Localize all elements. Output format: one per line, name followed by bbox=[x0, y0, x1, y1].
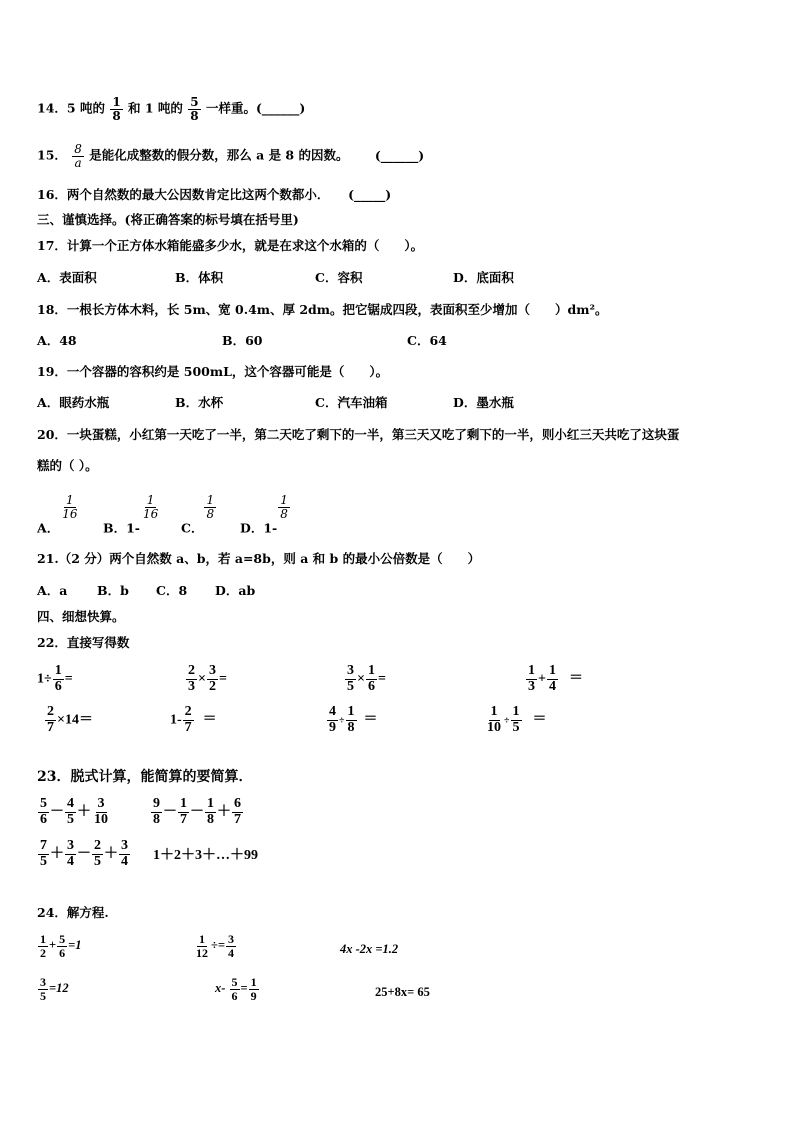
question-20-line-1: 20．一块蛋糕，小红第一天吃了一半，第二天吃了剩下的一半，第三天又吃了剩下的一半，则小红三天共吃了这块蛋 bbox=[37, 427, 680, 442]
q24-2-post: = bbox=[217, 937, 225, 952]
q24-5-a-num: 5 bbox=[231, 975, 238, 989]
q17-option-a: A．表面积 bbox=[37, 270, 97, 285]
q23-3-d-den: 4 bbox=[121, 853, 128, 869]
q20-d-den: 8 bbox=[280, 506, 288, 521]
q23-3-c-num: 2 bbox=[94, 838, 101, 853]
question-20-line-2: 糕的（ ）。 bbox=[37, 458, 98, 473]
q22-8-op: ÷ bbox=[504, 715, 510, 727]
q23-3-a-num: 7 bbox=[40, 838, 47, 853]
q20-b-pre: 1- bbox=[126, 520, 140, 536]
q24-1-op: + bbox=[49, 937, 57, 952]
q22-2-den-a: 3 bbox=[188, 678, 195, 694]
q23-3-op2: － bbox=[77, 846, 91, 862]
q22-7-num-b: 1 bbox=[347, 704, 355, 719]
q23-3-frac-d bbox=[119, 839, 130, 869]
q24-equation-1 bbox=[37, 933, 82, 959]
q22-2-frac-b bbox=[207, 664, 218, 694]
q23-expression-2 bbox=[150, 797, 244, 827]
q24-1-b-num: 5 bbox=[59, 932, 66, 946]
q14-text-b: 和 1 吨的 bbox=[128, 100, 183, 116]
q22-item-3 bbox=[344, 664, 386, 694]
q23-3-b-den: 4 bbox=[67, 853, 74, 869]
q15-num: 8 bbox=[74, 142, 82, 156]
question-23: 23．脱式计算，能简算的要简算． bbox=[37, 769, 253, 785]
q23-2-op2: － bbox=[190, 804, 204, 820]
q22-3-den-a: 5 bbox=[347, 678, 354, 694]
q23-1-frac-c bbox=[92, 797, 110, 827]
q22-4-num-a: 1 bbox=[528, 663, 535, 678]
q20-a-frac bbox=[60, 494, 79, 520]
q22-5-den: 7 bbox=[47, 719, 54, 735]
q22-6-post: ＝ bbox=[202, 712, 217, 728]
q20-option-a bbox=[37, 494, 80, 535]
q23-1-a-num: 5 bbox=[40, 796, 47, 811]
q22-8-den-a: 10 bbox=[487, 719, 501, 735]
q20-option-d bbox=[240, 494, 291, 535]
q22-1-num: 1 bbox=[54, 663, 62, 678]
q22-8-post: ＝ bbox=[532, 712, 547, 728]
q23-1-op2: ＋ bbox=[77, 804, 91, 820]
q22-2-post: = bbox=[218, 671, 227, 687]
q22-1-den: 6 bbox=[54, 678, 62, 694]
q23-expression-1 bbox=[37, 797, 111, 827]
q24-2-op: ÷ bbox=[211, 937, 218, 952]
q22-5-op: ×14＝ bbox=[57, 712, 93, 728]
q23-2-d-num: 6 bbox=[234, 796, 241, 811]
q22-2-den-b: 2 bbox=[208, 678, 216, 694]
q23-expression-4: 1＋2＋3＋…＋99 bbox=[153, 848, 258, 863]
q20-b-label: B． bbox=[103, 520, 127, 536]
q24-equation-5 bbox=[215, 976, 260, 1002]
q21-option-d: D．ab bbox=[215, 583, 256, 598]
q22-7-den-b: 8 bbox=[347, 719, 355, 735]
q23-3-frac-b bbox=[65, 839, 76, 869]
q22-4-post: ＝ bbox=[568, 671, 583, 687]
q22-item-1 bbox=[37, 664, 73, 694]
q18-option-b: B．60 bbox=[222, 333, 263, 348]
q22-7-num-a: 4 bbox=[329, 704, 336, 719]
q22-3-op: × bbox=[357, 671, 365, 687]
q15-prefix: 15． bbox=[37, 147, 67, 163]
q21-option-b: B．b bbox=[97, 583, 129, 598]
q22-5-num: 2 bbox=[47, 704, 54, 719]
q23-2-frac-b bbox=[178, 797, 189, 827]
q14-f2-den: 8 bbox=[190, 108, 199, 123]
q15-text: 是能化成整数的假分数，那么 a 是 8 的因数。 bbox=[89, 147, 349, 163]
q24-5-b-den: 9 bbox=[250, 988, 257, 1003]
q20-c-frac bbox=[204, 494, 216, 520]
q23-2-frac-c bbox=[205, 797, 216, 827]
q24-5-op: = bbox=[240, 980, 248, 995]
q22-4-den-a: 3 bbox=[528, 678, 535, 694]
q20-d-pre: 1- bbox=[263, 520, 278, 536]
q22-3-num-b: 1 bbox=[367, 663, 375, 678]
q15-blank: (______) bbox=[374, 147, 425, 163]
q22-8-num-a: 1 bbox=[490, 704, 498, 719]
q22-8-frac-b bbox=[511, 705, 522, 735]
q22-4-frac-a bbox=[526, 664, 537, 694]
q24-1-b-den: 6 bbox=[59, 945, 66, 960]
q23-1-op1: － bbox=[50, 804, 64, 820]
q23-1-b-num: 4 bbox=[67, 796, 74, 811]
q20-c-num: 1 bbox=[206, 493, 215, 507]
q24-5-a-den: 6 bbox=[231, 988, 238, 1003]
q23-2-c-den: 8 bbox=[207, 811, 214, 827]
q23-2-b-num: 1 bbox=[180, 796, 187, 811]
q22-6-frac bbox=[183, 705, 194, 735]
q19-option-d: D．墨水瓶 bbox=[453, 395, 514, 410]
q22-1-frac bbox=[53, 664, 64, 694]
q22-7-op: ÷ bbox=[339, 715, 345, 727]
q22-7-den-a: 9 bbox=[329, 719, 336, 735]
q22-6-pre: 1- bbox=[170, 712, 182, 728]
q18-option-a: A．48 bbox=[37, 333, 77, 348]
q22-item-6 bbox=[170, 705, 217, 735]
question-21: 21.（2 分）两个自然数 a、b，若 a=8b，则 a 和 b 的最小公倍数是（ ） bbox=[37, 551, 481, 566]
question-18: 18．一根长方体木料，长 5m、宽 0.4m、厚 2dm。把它锯成四段，表面积至少增加（ ）dm²。 bbox=[37, 302, 608, 317]
q23-1-a-den: 6 bbox=[40, 811, 47, 827]
q19-option-a: A．眼药水瓶 bbox=[37, 395, 110, 410]
q22-1-pre: 1÷ bbox=[37, 671, 52, 687]
q23-2-op3: ＋ bbox=[217, 804, 231, 820]
question-14 bbox=[37, 96, 305, 122]
q22-4-num-b: 1 bbox=[548, 663, 556, 678]
q23-2-op1: － bbox=[163, 804, 177, 820]
q23-3-op3: ＋ bbox=[104, 846, 118, 862]
q23-2-b-den: 7 bbox=[180, 811, 187, 827]
q23-3-frac-a bbox=[38, 839, 49, 869]
q22-4-den-b: 4 bbox=[548, 678, 556, 694]
q24-1-a-den: 2 bbox=[40, 945, 46, 960]
q23-2-frac-d bbox=[232, 797, 243, 827]
q20-option-b bbox=[103, 494, 161, 535]
q23-expression-3 bbox=[37, 839, 131, 869]
q22-6-den: 7 bbox=[184, 719, 192, 735]
q22-2-op: × bbox=[198, 671, 206, 687]
q14-text-a: 14．5 吨的 bbox=[37, 100, 105, 116]
q24-2-frac-a bbox=[194, 933, 210, 959]
q23-3-b-num: 3 bbox=[67, 838, 74, 853]
q22-4-op: + bbox=[538, 671, 546, 687]
q24-4-num: 3 bbox=[40, 975, 46, 989]
q22-3-frac-a bbox=[345, 664, 356, 694]
q23-2-a-num: 9 bbox=[153, 796, 160, 811]
q24-equation-4 bbox=[37, 976, 69, 1002]
q22-3-den-b: 6 bbox=[367, 678, 375, 694]
q22-7-frac-a bbox=[327, 705, 338, 735]
q22-2-num-b: 3 bbox=[208, 663, 216, 678]
q22-1-post: = bbox=[64, 671, 73, 687]
q21-option-c: C．8 bbox=[156, 583, 188, 598]
q22-3-num-a: 3 bbox=[347, 663, 354, 678]
q21-option-a: A．a bbox=[37, 583, 68, 598]
q22-3-post: = bbox=[377, 671, 386, 687]
q14-fraction-1 bbox=[110, 96, 122, 122]
q20-b-den: 16 bbox=[142, 506, 159, 521]
q24-equation-6: 25+8x= 65 bbox=[375, 985, 430, 999]
q23-2-frac-a bbox=[151, 797, 162, 827]
q24-5-frac-a bbox=[230, 976, 240, 1002]
q24-5-pre: x- bbox=[215, 980, 229, 995]
q24-1-frac-b bbox=[57, 933, 67, 959]
q20-b-frac bbox=[141, 494, 160, 520]
q24-4-den: 5 bbox=[40, 988, 46, 1003]
q24-5-frac-b bbox=[249, 976, 259, 1002]
q18-option-c: C．64 bbox=[407, 333, 447, 348]
q20-c-den: 8 bbox=[206, 506, 215, 521]
q24-2-a-num: 1 bbox=[199, 932, 205, 946]
q22-8-frac-a bbox=[485, 705, 503, 735]
q22-7-frac-b bbox=[346, 705, 357, 735]
q23-3-a-den: 5 bbox=[40, 853, 47, 869]
q24-2-c-den: 4 bbox=[228, 945, 234, 960]
q20-a-num: 1 bbox=[66, 493, 74, 507]
q23-1-c-den: 10 bbox=[94, 811, 108, 827]
q24-2-a-den: 12 bbox=[196, 945, 208, 960]
q24-4-frac bbox=[38, 976, 48, 1002]
q22-item-7 bbox=[326, 705, 378, 735]
q15-den: a bbox=[74, 155, 82, 170]
q22-item-8 bbox=[484, 705, 547, 735]
question-22: 22．直接写得数 bbox=[37, 635, 130, 650]
q24-2-frac-c bbox=[226, 933, 236, 959]
q20-c-label: C． bbox=[181, 520, 204, 536]
q23-3-d-num: 3 bbox=[121, 838, 128, 853]
q23-3-op1: ＋ bbox=[50, 846, 64, 862]
q23-1-b-den: 5 bbox=[67, 811, 74, 827]
q22-8-num-b: 1 bbox=[512, 704, 520, 719]
q22-3-frac-b bbox=[366, 664, 377, 694]
question-17: 17．计算一个正方体水箱能盛多少水，就是在求这个水箱的（ ）。 bbox=[37, 238, 424, 253]
question-16: 16．两个自然数的最大公因数肯定比这两个数都小． (_____) bbox=[37, 187, 392, 202]
q19-option-c: C．汽车油箱 bbox=[315, 395, 388, 410]
q14-f1-den: 8 bbox=[112, 108, 121, 123]
q23-1-frac-b bbox=[65, 797, 76, 827]
q20-a-den: 16 bbox=[62, 506, 78, 521]
q22-item-2 bbox=[185, 664, 227, 694]
q17-option-d: D．底面积 bbox=[453, 270, 514, 285]
q24-1-frac-a bbox=[38, 933, 48, 959]
q24-5-b-num: 1 bbox=[250, 975, 257, 989]
q23-1-c-num: 3 bbox=[97, 796, 105, 811]
q22-4-frac-b bbox=[547, 664, 558, 694]
q23-2-c-num: 1 bbox=[207, 796, 214, 811]
q14-fraction-2 bbox=[188, 96, 200, 122]
q24-equation-2 bbox=[193, 933, 237, 959]
q20-d-num: 1 bbox=[280, 493, 288, 507]
question-15 bbox=[37, 143, 424, 169]
q20-a-label: A． bbox=[37, 520, 60, 536]
q22-item-4 bbox=[525, 664, 583, 694]
q17-option-b: B．体积 bbox=[175, 270, 224, 285]
q23-3-frac-c bbox=[92, 839, 103, 869]
section-4-heading: 四、细想快算。 bbox=[37, 609, 125, 624]
q24-1-post: =1 bbox=[68, 937, 82, 952]
q24-4-post: =12 bbox=[49, 980, 69, 995]
q22-8-den-b: 5 bbox=[512, 719, 520, 735]
q14-f2-num: 5 bbox=[190, 95, 199, 109]
section-3-heading: 三、谨慎选择。(将正确答案的标号填在括号里) bbox=[37, 212, 299, 227]
q20-b-num: 1 bbox=[146, 493, 155, 507]
q14-f1-num: 1 bbox=[112, 95, 121, 109]
q23-2-d-den: 7 bbox=[234, 811, 241, 827]
q24-equation-3: 4x -2x =1.2 bbox=[340, 942, 399, 956]
q22-6-num: 2 bbox=[184, 704, 192, 719]
q14-text-c: 一样重。(______) bbox=[206, 100, 306, 116]
q22-2-num-a: 2 bbox=[188, 663, 195, 678]
q20-d-frac bbox=[278, 494, 290, 520]
q23-1-frac-a bbox=[38, 797, 49, 827]
q15-fraction bbox=[72, 143, 84, 169]
q23-2-a-den: 8 bbox=[153, 811, 160, 827]
question-19: 19．一个容器的容积约是 500mL，这个容器可能是（ ）。 bbox=[37, 364, 389, 379]
q22-7-post: ＝ bbox=[363, 712, 378, 728]
q17-option-c: C．容积 bbox=[315, 270, 363, 285]
q22-5-frac bbox=[45, 705, 56, 735]
q20-d-label: D． bbox=[240, 520, 264, 536]
q19-option-b: B．水杯 bbox=[175, 395, 224, 410]
q22-2-frac-a bbox=[186, 664, 197, 694]
q20-option-c bbox=[181, 494, 217, 535]
q24-2-c-num: 3 bbox=[228, 932, 234, 946]
q22-item-5 bbox=[44, 705, 93, 735]
q24-1-a-num: 1 bbox=[40, 932, 46, 946]
q23-3-c-den: 5 bbox=[94, 853, 101, 869]
question-24: 24．解方程. bbox=[37, 905, 109, 920]
